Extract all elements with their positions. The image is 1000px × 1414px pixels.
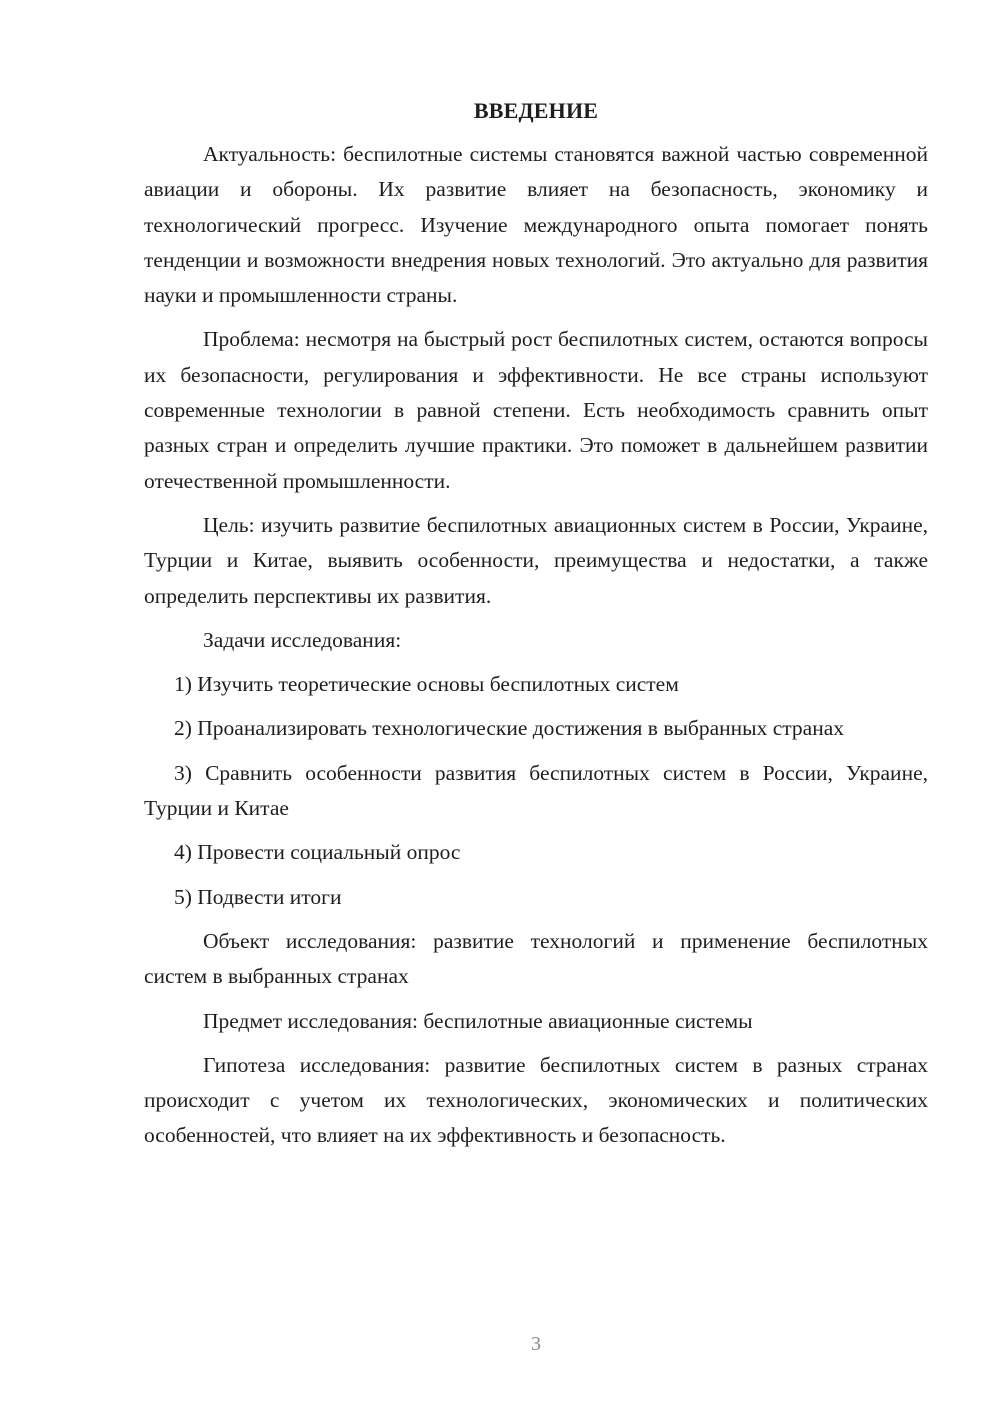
paragraph-relevance: Актуальность: беспилотные системы становятся важной частью современной авиации и обороны. Их развитие влияет на безопасность, экономику и технологический прогресс. Изучение международного опыта помогает понять тенденции и возможности внедрения новых технологий. Это актуально для развития науки и промышленности страны.	[144, 142, 928, 308]
document-page	[144, 96, 928, 1163]
paragraph-object: Объект исследования: развитие технологий и применение беспилотных систем в выбранных странах	[144, 928, 928, 989]
list-item: 1) Изучить теоретические основы беспилотных систем	[174, 672, 679, 697]
paragraph-subject: Предмет исследования: беспилотные авиационные системы	[203, 1008, 753, 1033]
list-item: 3) Сравнить особенности развития беспилотных систем в России, Украине, Турции и Китае	[144, 760, 928, 821]
paragraph-goal: Цель: изучить развитие беспилотных авиационных систем в России, Украине, Турции и Китае, выявить особенности, преимущества и недостатки, а также определить перспективы их развития.	[144, 512, 928, 608]
tasks-heading: Задачи исследования:	[203, 627, 402, 652]
section-title: ВВЕДЕНИЕ	[473, 98, 599, 123]
tasks-list	[144, 667, 928, 915]
page-number: 3	[531, 1333, 541, 1355]
paragraph-problem: Проблема: несмотря на быстрый рост беспилотных систем, остаются вопросы их безопасности, регулирования и эффективности. Не все страны используют современные технологии в равной степени. Есть необходимость сравнить опыт разных стран и определить лучшие практики. Это поможет в дальнейшем развитии отечественной промышленности.	[144, 327, 928, 493]
paragraph-hypothesis: Гипотеза исследования: развитие беспилотных систем в разных странах происходит с учетом их технологических, экономических и политических особенностей, что влияет на их эффективность и безопасность.	[144, 1052, 928, 1148]
list-item: 4) Провести социальный опрос	[174, 840, 461, 865]
list-item: 5) Подвести итоги	[174, 884, 342, 909]
list-item: 2) Проанализировать технологические достижения в выбранных странах	[174, 716, 845, 741]
